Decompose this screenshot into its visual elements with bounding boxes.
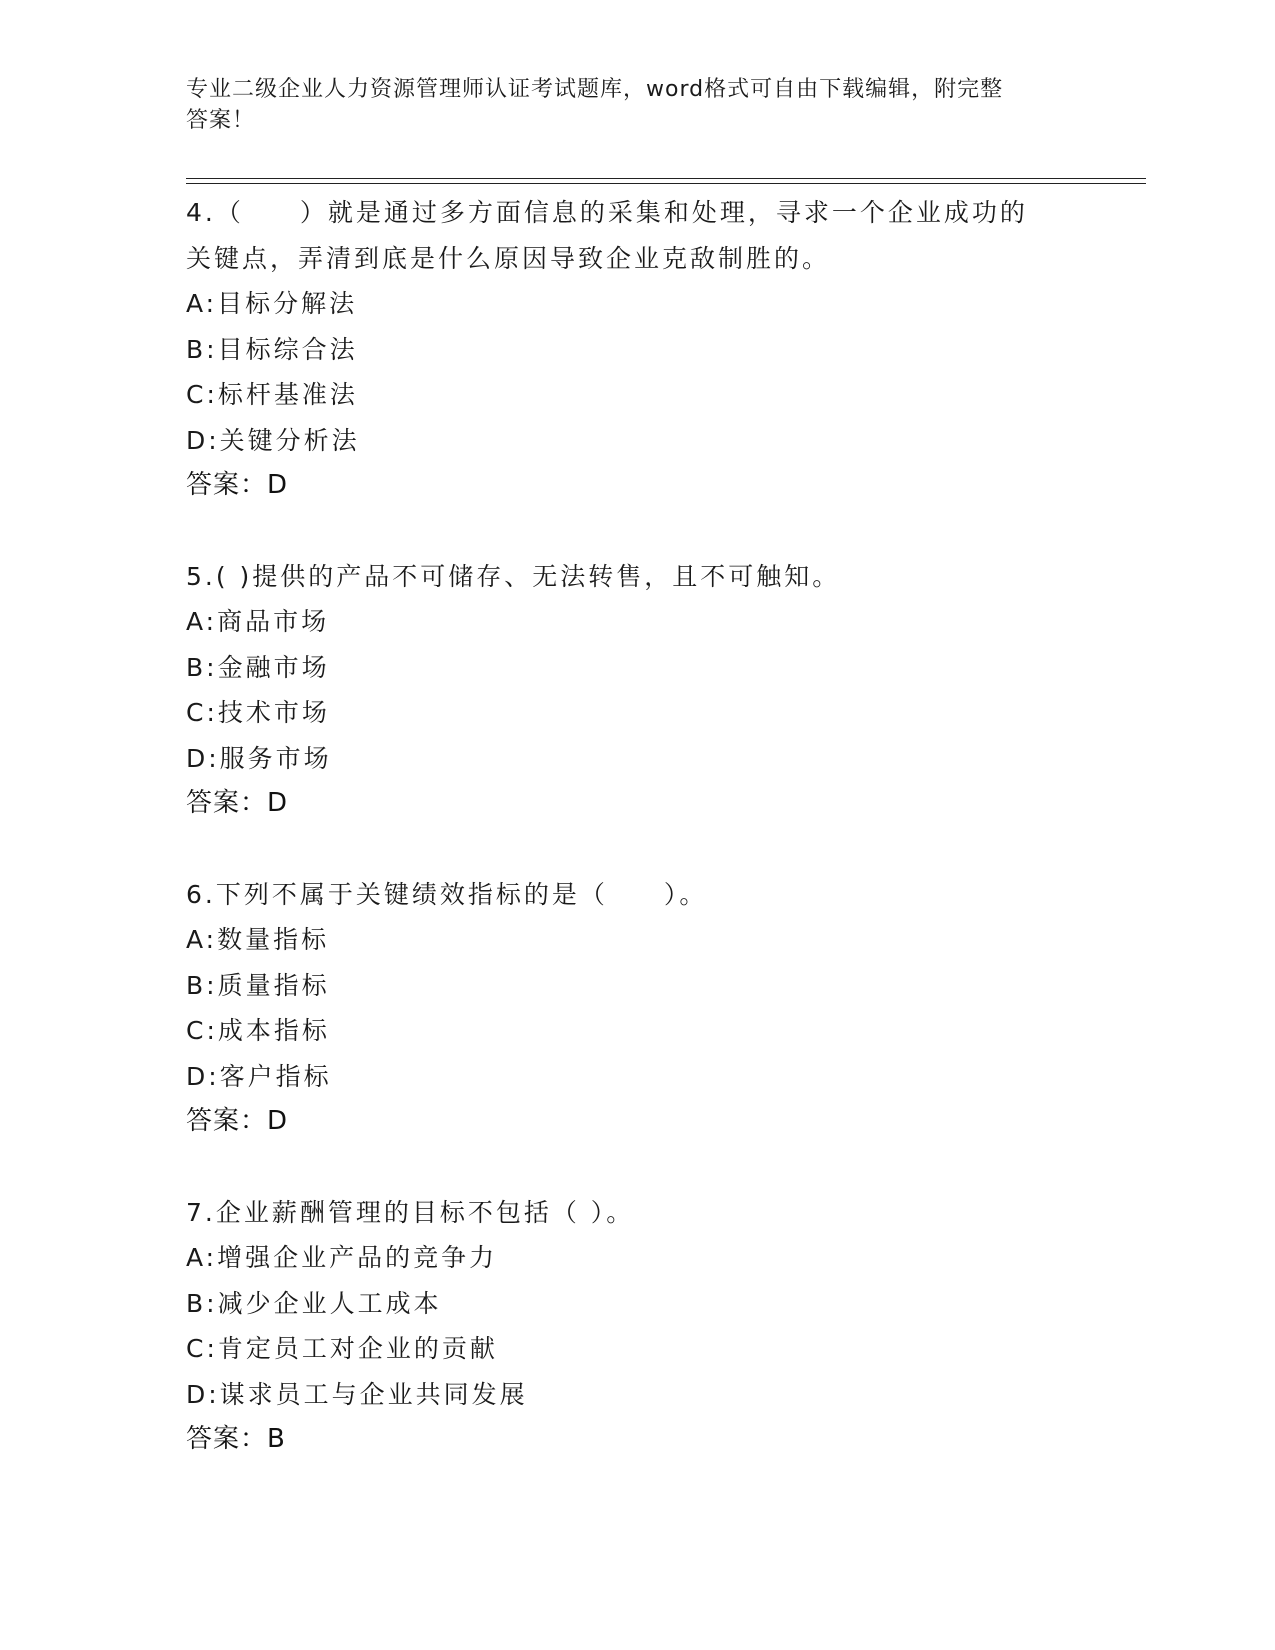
- question-stem: 7.企业薪酬管理的目标不包括（ ）。: [186, 1197, 635, 1227]
- header-line-2: 答案！: [186, 108, 256, 133]
- option-a: A:目标分解法: [186, 289, 358, 318]
- option-d: D:客户指标: [186, 1061, 332, 1091]
- option-a: A:商品市场: [186, 607, 330, 636]
- option-a: A:数量指标: [186, 925, 330, 954]
- option-c: C:标杆基准法: [186, 380, 358, 409]
- question-7: [186, 1190, 1086, 1463]
- question-stem: 6.下列不属于关键绩效指标的是（ ）。: [186, 879, 708, 909]
- question-stem: 5.( )提供的产品不可储存、无法转售，且不可触知。: [186, 561, 841, 591]
- option-b: B:金融市场: [186, 652, 330, 682]
- question-4: [186, 190, 1086, 509]
- answer-line: 答案：D: [186, 788, 289, 818]
- option-d: D:关键分析法: [186, 425, 360, 455]
- option-c: C:技术市场: [186, 698, 330, 727]
- option-c: C:成本指标: [186, 1016, 330, 1045]
- header-double-rule: [186, 178, 1146, 184]
- question-5: [186, 554, 1086, 827]
- question-stem-continued: 关键点，弄清到底是什么原因导致企业克敌制胜的。: [186, 243, 831, 273]
- answer-line: 答案：D: [186, 1106, 289, 1136]
- document-header: [186, 74, 1066, 136]
- option-c: C:肯定员工对企业的贡献: [186, 1334, 498, 1363]
- question-stem: 4.（ ）就是通过多方面信息的采集和处理，寻求一个企业成功的: [186, 198, 1028, 227]
- answer-line: 答案：B: [186, 1424, 286, 1454]
- header-line-1: 专业二级企业人力资源管理师认证考试题库，word格式可自由下载编辑，附完整: [186, 77, 1004, 102]
- option-d: D:谋求员工与企业共同发展: [186, 1379, 528, 1409]
- answer-line: 答案：D: [186, 470, 289, 500]
- option-b: B:减少企业人工成本: [186, 1288, 442, 1318]
- option-d: D:服务市场: [186, 743, 332, 773]
- option-b: B:目标综合法: [186, 334, 358, 364]
- question-list: [186, 190, 1086, 1463]
- option-a: A:增强企业产品的竞争力: [186, 1243, 498, 1272]
- question-6: [186, 872, 1086, 1145]
- option-b: B:质量指标: [186, 970, 330, 1000]
